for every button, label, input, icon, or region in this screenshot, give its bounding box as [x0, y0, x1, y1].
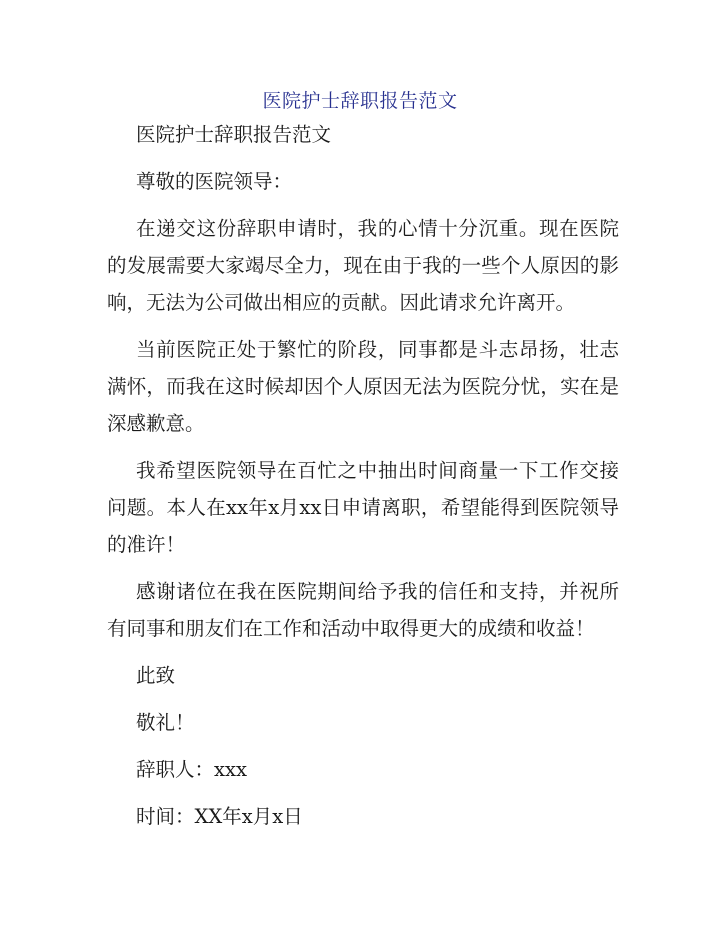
closing-line-2: 敬礼！ — [136, 711, 195, 734]
document-body — [107, 116, 619, 845]
salutation: 尊敬的医院领导： — [136, 170, 293, 193]
paragraph-4: 感谢诸位在我在医院期间给予我的信任和支持，并祝所有同事和朋友们在工作和活动中取得更大的成绩和收益！ — [107, 580, 619, 640]
signer: 辞职人：xxx — [136, 758, 247, 781]
paragraph-3: 我希望医院领导在百忙之中抽出时间商量一下工作交接问题。本人在xx年x月xx日申请离职，希望能得到医院领导的准许！ — [107, 459, 619, 556]
date: 时间：XX年x月x日 — [136, 805, 303, 828]
document-title: 医院护士辞职报告范文 — [262, 90, 458, 112]
paragraph-2: 当前医院正处于繁忙的阶段，同事都是斗志昂扬，壮志满怀，而我在这时候却因个人原因无法为医院分忧，实在是深感歉意。 — [107, 338, 619, 435]
document-subtitle: 医院护士辞职报告范文 — [136, 123, 332, 146]
closing-line-1: 此致 — [136, 664, 176, 687]
paragraph-1: 在递交这份辞职申请时，我的心情十分沉重。现在医院的发展需要大家竭尽全力，现在由于我的一些个人原因的影响，无法为公司做出相应的贡献。因此请求允许离开。 — [107, 217, 619, 314]
